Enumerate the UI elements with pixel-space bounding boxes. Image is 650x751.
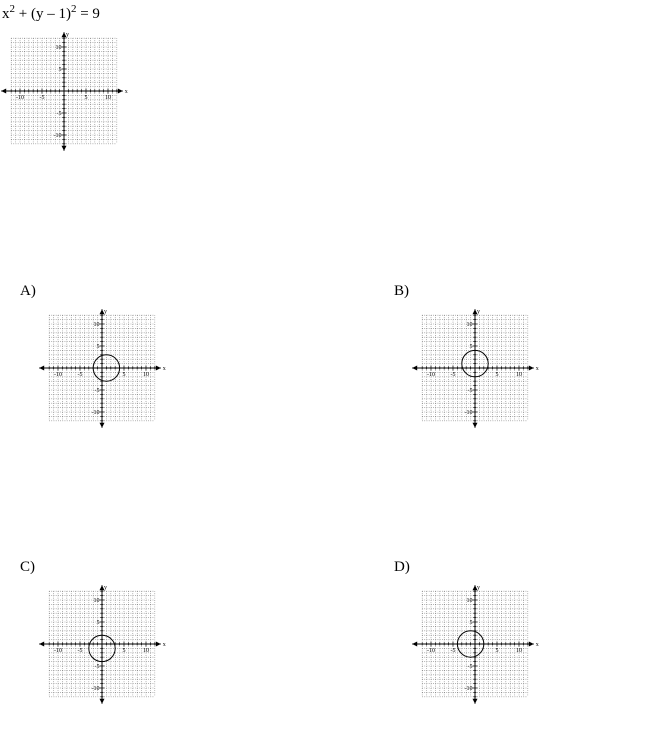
x-tick-label: 10	[516, 372, 522, 378]
x-tick-label: 10	[143, 648, 149, 654]
x-axis-label: x	[162, 366, 166, 372]
axis-arrowhead	[473, 699, 478, 704]
x-tick-label: -5	[450, 648, 456, 654]
equation-exponent-2: 2	[70, 3, 77, 15]
choice-d-graph[interactable]	[413, 581, 543, 709]
axis-arrowhead	[412, 642, 417, 647]
x-tick-label: 5	[84, 95, 88, 101]
y-tick-label: 10	[466, 598, 473, 604]
y-tick-label: 5	[96, 620, 100, 626]
equation-middle: + (y – 1)	[15, 6, 71, 22]
y-axis-label: y	[477, 585, 480, 592]
x-tick-label: 10	[105, 95, 111, 101]
choice-a-label: A)	[20, 283, 36, 299]
y-tick-label: 5	[96, 344, 100, 350]
y-tick-label: -10	[91, 686, 100, 692]
x-tick-label: -10	[427, 648, 435, 654]
y-tick-label: 10	[466, 322, 473, 328]
choice-b-label: B)	[394, 283, 409, 299]
y-tick-label: -5	[94, 664, 100, 670]
axis-arrowhead	[118, 89, 123, 94]
axis-arrowhead	[473, 423, 478, 428]
y-axis-label: y	[477, 309, 480, 316]
x-tick-label: -10	[54, 372, 62, 378]
axis-arrowhead	[1, 89, 6, 94]
choice-c-label: C)	[20, 559, 35, 575]
y-tick-label: 10	[93, 322, 100, 328]
x-axis-label: x	[124, 89, 128, 95]
question-equation	[2, 3, 100, 23]
choice-b-graph[interactable]	[413, 305, 543, 433]
axis-arrowhead	[529, 642, 534, 647]
axis-arrowhead	[529, 366, 534, 371]
axis-arrowhead	[62, 146, 67, 151]
x-tick-label: -5	[77, 648, 83, 654]
choice-c-graph[interactable]	[40, 581, 170, 709]
axis-arrowhead	[100, 423, 105, 428]
choice-d-label: D)	[394, 559, 410, 575]
axis-arrowhead	[156, 366, 161, 371]
axis-arrowhead	[39, 366, 44, 371]
equation-rhs: = 9	[76, 6, 100, 22]
y-tick-label: -10	[464, 410, 473, 416]
x-tick-label: 5	[122, 372, 126, 378]
y-tick-label: -10	[91, 410, 100, 416]
equation-x: x	[2, 6, 10, 22]
y-tick-label: -5	[467, 388, 473, 394]
y-tick-label: 10	[55, 45, 62, 51]
question-graph	[2, 28, 132, 156]
x-tick-label: -10	[54, 648, 62, 654]
x-tick-label: 5	[495, 648, 499, 654]
x-axis-label: x	[535, 642, 539, 648]
x-tick-label: 10	[516, 648, 522, 654]
y-tick-label: -5	[467, 664, 473, 670]
axis-arrowhead	[412, 366, 417, 371]
y-tick-label: 5	[58, 67, 62, 73]
y-tick-label: -5	[94, 388, 100, 394]
y-tick-label: 5	[469, 620, 473, 626]
x-tick-label: -10	[16, 95, 24, 101]
y-axis-label: y	[104, 585, 107, 592]
choice-a-graph[interactable]	[40, 305, 170, 433]
x-tick-label: 5	[122, 648, 126, 654]
y-tick-label: -10	[464, 686, 473, 692]
x-axis-label: x	[535, 366, 539, 372]
axis-arrowhead	[39, 642, 44, 647]
axis-arrowhead	[100, 699, 105, 704]
y-tick-label: 5	[469, 344, 473, 350]
x-tick-label: -5	[450, 372, 456, 378]
x-tick-label: 5	[495, 372, 499, 378]
axis-arrowhead	[156, 642, 161, 647]
y-axis-label: y	[66, 32, 69, 39]
y-axis-label: y	[104, 309, 107, 316]
x-tick-label: -10	[427, 372, 435, 378]
y-tick-label: -10	[53, 133, 62, 139]
y-tick-label: -5	[56, 111, 62, 117]
x-axis-label: x	[162, 642, 166, 648]
y-tick-label: 10	[93, 598, 100, 604]
x-tick-label: 10	[143, 372, 149, 378]
equation-exponent-1: 2	[9, 3, 15, 15]
x-tick-label: -5	[39, 95, 45, 101]
x-tick-label: -5	[77, 372, 83, 378]
